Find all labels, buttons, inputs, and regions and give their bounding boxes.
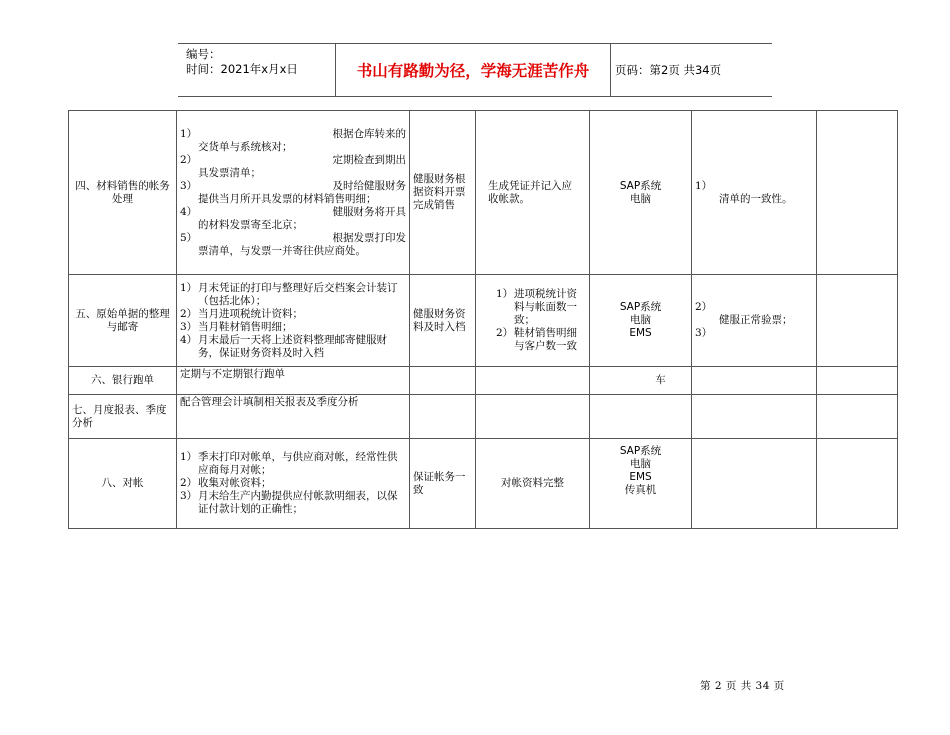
description-cell	[177, 111, 410, 275]
header-page-label: 页码：第2页 共34页	[615, 63, 722, 77]
list-item: 2）收集对帐资料；	[180, 477, 272, 489]
empty-cell	[817, 275, 898, 367]
empty-cell	[817, 111, 898, 275]
empty-cell	[817, 439, 898, 529]
empty-cell	[817, 395, 898, 439]
list-item: 1）月末凭证的打印与整理好后交档案会计装订（包括北体）；	[180, 281, 398, 307]
description-cell	[177, 439, 410, 529]
list-item: 3） 及时给健服财务 提供当月所开具发票的材料销售明细；	[180, 179, 406, 205]
task-cell: 五、原始单据的整理与邮寄	[69, 275, 177, 367]
table-row	[69, 395, 898, 439]
list-item: 4）月末最后一天将上述资料整理邮寄健服财务，保证财务资料及时入档	[180, 333, 387, 359]
empty-cell	[692, 367, 817, 395]
list-item: 2）当月进项税统计资料；	[180, 307, 303, 320]
task-cell: 八、对帐	[69, 439, 177, 529]
tool-cell: SAP系统 电脑 EMS 传真机	[590, 439, 692, 529]
table-row	[69, 439, 898, 529]
document-time-label: 时间：2021年x月x日	[186, 62, 298, 76]
output-cell: 对帐资料完整	[476, 439, 590, 529]
header-slogan: 书山有路勤为径，学海无涯苦作舟	[335, 44, 611, 96]
document-number-label: 编号：	[186, 47, 221, 61]
table-row	[69, 111, 898, 275]
empty-cell	[476, 367, 590, 395]
description-cell	[177, 275, 410, 367]
goal-cell: 保证帐务一致	[410, 439, 476, 529]
header-meta	[178, 44, 328, 99]
output-cell	[476, 275, 590, 367]
page-header	[178, 43, 772, 97]
list-item: 1） 根据仓库转来的 交货单与系统核对；	[180, 127, 406, 153]
table-row	[69, 275, 898, 367]
goal-cell: 健服财务资料及时入档	[410, 275, 476, 367]
empty-cell	[692, 439, 817, 529]
list-item: 1）进项税统计资料与帐面数一致；	[496, 288, 577, 326]
empty-cell	[817, 367, 898, 395]
empty-cell	[410, 395, 476, 439]
list-item: 3）当月鞋材销售明细；	[180, 320, 293, 333]
empty-cell	[410, 367, 476, 395]
list-item: 1）季末打印对帐单，与供应商对帐，经常性供应商每月对帐；	[180, 451, 398, 476]
list-item: 4） 健服财务将开具 的材料发票寄至北京；	[180, 205, 406, 231]
task-cell: 七、月度报表、季度分析	[69, 395, 177, 439]
table-row	[69, 367, 898, 395]
description-cell: 定期与不定期银行跑单	[177, 367, 410, 395]
task-cell: 四、材料销售的帐务处理	[69, 111, 177, 275]
description-cell: 配合管理会计填制相关报表及季度分析	[177, 395, 410, 439]
empty-cell	[476, 395, 590, 439]
list-item: 2） 定期检查到期出 具发票清单；	[180, 153, 406, 179]
risk-cell: 1） 清单的一致性。	[692, 111, 817, 275]
empty-cell	[692, 395, 817, 439]
risk-cell: 2） 健服正常验票； 3）	[692, 275, 817, 367]
tool-cell: 车	[590, 367, 692, 395]
task-cell: 六、银行跑单	[69, 367, 177, 395]
output-cell: 生成凭证并记入应收帐款。	[476, 111, 590, 275]
list-item: 3）月末给生产内勤提供应付帐款明细表，以保证付款计划的正确性；	[180, 490, 398, 515]
list-item: 2）鞋材销售明细与客户数一致	[496, 327, 577, 352]
list-item: 5） 根据发票打印发 票清单，与发票一并寄往供应商处。	[180, 231, 406, 257]
tool-cell: SAP系统 电脑 EMS	[590, 275, 692, 367]
goal-cell: 健服财务根据资料开票完成销售	[410, 111, 476, 275]
empty-cell	[590, 395, 692, 439]
process-table	[68, 110, 898, 529]
page-footer: 第 2 页 共 34 页	[700, 680, 785, 692]
tool-cell: SAP系统 电脑	[590, 111, 692, 275]
